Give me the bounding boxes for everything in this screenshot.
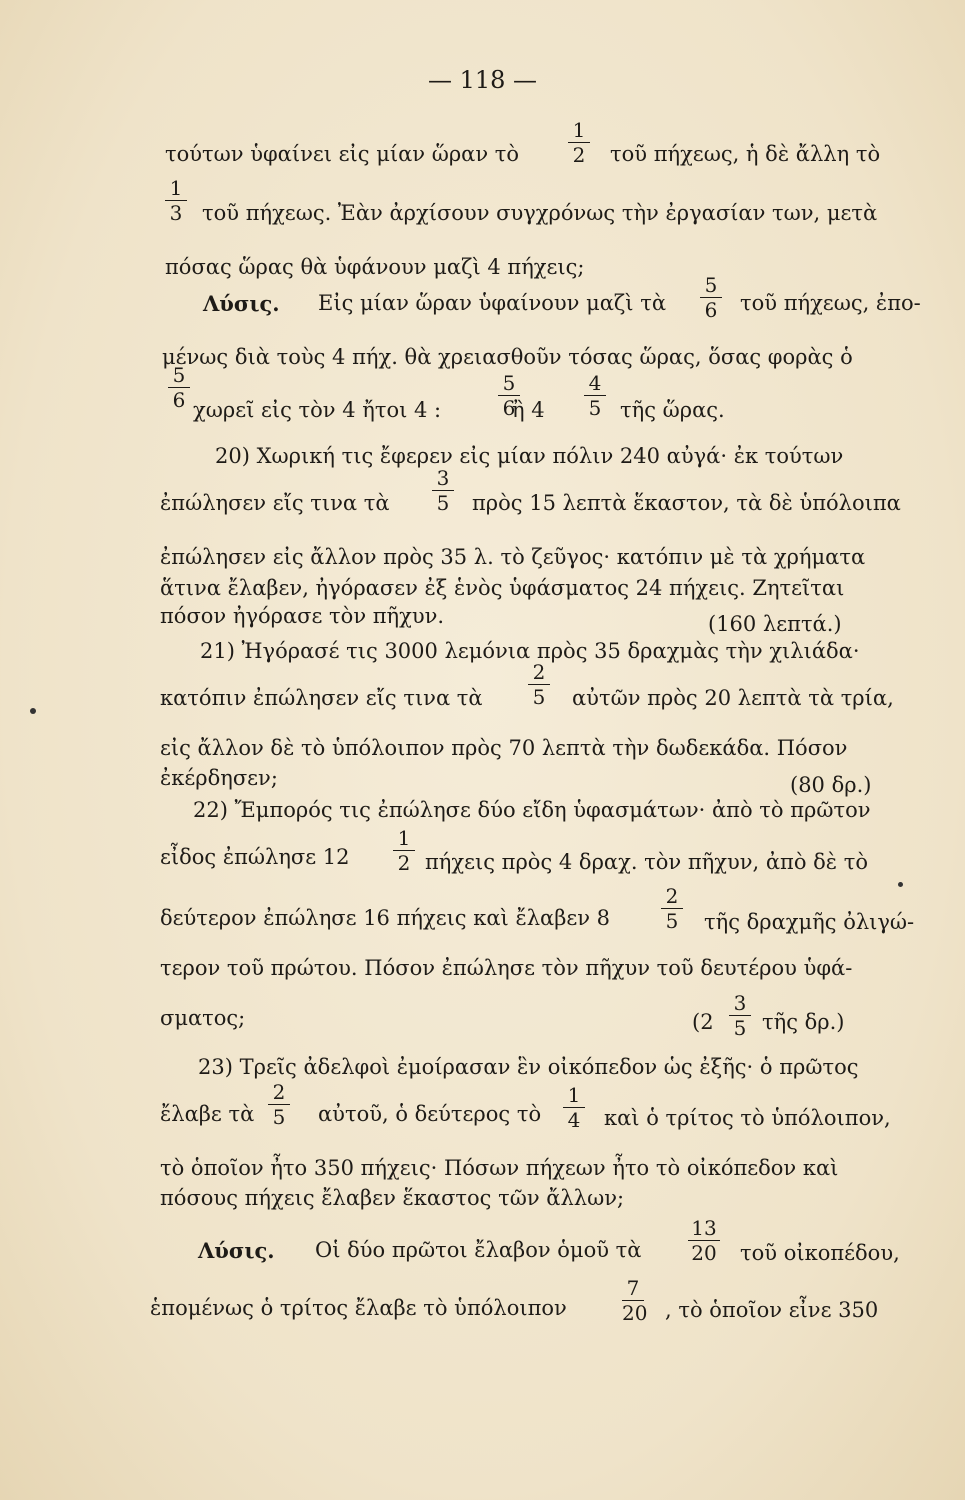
text-line: κατόπιν ἐπώλησεν εἴς τινα τὰ bbox=[160, 686, 483, 710]
text-line: (80 δρ.) bbox=[790, 773, 872, 797]
fraction-numerator: 5 bbox=[172, 363, 186, 387]
text-line: εἰς ἄλλον δὲ τὸ ὑπόλοιπον πρὸς 70 λεπτὰ τὴν δωδεκάδα. Πόσον bbox=[160, 736, 848, 760]
text-line: τερον τοῦ πρώτου. Πόσον ἐπώλησε τὸν πῆχυν τοῦ δευτέρου ὑφά- bbox=[160, 956, 853, 980]
fraction-denominator: 5 bbox=[272, 1105, 286, 1129]
text-line: πόσας ὥρας θὰ ὑφάνουν μαζὶ 4 πήχεις; bbox=[165, 255, 585, 279]
fraction bbox=[688, 1218, 720, 1263]
fraction bbox=[528, 662, 550, 707]
text-line: (2 bbox=[692, 1010, 714, 1034]
fraction bbox=[393, 828, 415, 873]
fraction bbox=[268, 1082, 290, 1127]
fraction-numerator: 5 bbox=[502, 371, 516, 395]
text-line: δεύτερον ἐπώλησε 16 πήχεις καὶ ἔλαβεν 8 bbox=[160, 906, 611, 930]
fraction-denominator: 2 bbox=[397, 851, 411, 875]
text-line: ἅτινα ἔλαβεν, ἠγόρασεν ἐξ ἑνὸς ὑφάσματος 24 πήχεις. Ζητεῖται bbox=[160, 576, 845, 600]
ink-spot bbox=[30, 708, 36, 714]
fraction bbox=[622, 1276, 648, 1325]
fraction-denominator: 6 bbox=[502, 396, 516, 420]
fraction-numerator: 4 bbox=[588, 371, 602, 395]
fraction bbox=[498, 373, 520, 418]
fraction bbox=[432, 468, 454, 513]
fraction-numerator: 5 bbox=[704, 273, 718, 297]
fraction-numerator: 1 bbox=[397, 826, 411, 850]
text-line: πόσους πήχεις ἔλαβεν ἕκαστος τῶν ἄλλων; bbox=[160, 1186, 625, 1210]
page-number: — 118 — bbox=[427, 66, 538, 94]
text-line: τῆς δρ.) bbox=[762, 1010, 845, 1034]
fraction bbox=[165, 178, 187, 223]
text-line: αὐτοῦ, ὁ δεύτερος τὸ bbox=[318, 1102, 542, 1126]
text-line: τοῦ πήχεως, ἐπο- bbox=[740, 291, 921, 315]
fraction-denominator: 5 bbox=[436, 491, 450, 515]
fraction-numerator: 1 bbox=[572, 118, 586, 142]
text-line: ἢ 4 bbox=[512, 398, 545, 422]
text-line: 23) Τρεῖς ἀδελφοὶ ἐμοίρασαν ἓν οἰκόπεδον ὡς ἐξῆς· ὁ πρῶτος bbox=[198, 1055, 859, 1079]
text-line: ἐκέρδησεν; bbox=[160, 766, 278, 790]
fraction-denominator: 6 bbox=[172, 388, 186, 412]
text-line: τὸ ὁποῖον ἦτο 350 πήχεις· Πόσων πήχεων ἦτο τὸ οἰκόπεδον καὶ bbox=[160, 1156, 839, 1180]
text-line: σματος; bbox=[160, 1006, 246, 1030]
text-line: πρὸς 15 λεπτὰ ἕκαστον, τὰ δὲ ὑπόλοιπα bbox=[472, 491, 901, 515]
fraction-denominator: 20 bbox=[691, 1241, 717, 1265]
text-line: ἔλαβε τὰ bbox=[160, 1102, 255, 1126]
fraction-numerator: 1 bbox=[169, 176, 183, 200]
text-line: πήχεις πρὸς 4 δραχ. τὸν πῆχυν, ἀπὸ δὲ τὸ bbox=[425, 850, 869, 874]
fraction-numerator: 7 bbox=[626, 1276, 640, 1300]
fraction-numerator: 2 bbox=[665, 884, 679, 908]
text-line: ἐπώλησεν εἰς ἄλλον πρὸς 35 λ. τὸ ζεῦγος· κατόπιν μὲ τὰ χρήματα bbox=[160, 545, 866, 569]
fraction-denominator: 5 bbox=[532, 685, 546, 709]
text-line: εἶδος ἐπώλησε 12 bbox=[160, 845, 350, 869]
ink-spot bbox=[898, 882, 903, 887]
text-line: τῆς δραχμῆς ὀλιγώ- bbox=[704, 910, 915, 934]
text-line: Οἱ δύο πρῶτοι ἔλαβον ὁμοῦ τὰ bbox=[315, 1238, 642, 1262]
fraction-numerator: 1 bbox=[567, 1083, 581, 1107]
text-line: μένως διὰ τοὺς 4 πήχ. θὰ χρειασθοῦν τόσας ὥρας, ὅσας φορὰς ὁ bbox=[162, 345, 853, 369]
text-line: (160 λεπτά.) bbox=[708, 612, 842, 636]
text-line: πόσον ἠγόρασε τὸν πῆχυν. bbox=[160, 604, 445, 628]
fraction-denominator: 20 bbox=[622, 1301, 648, 1325]
text-line: 20) Χωρική τις ἔφερεν εἰς μίαν πόλιν 240 αὐγά· ἐκ τούτων bbox=[215, 444, 844, 468]
fraction-denominator: 6 bbox=[704, 298, 718, 322]
text-line: τῆς ὥρας. bbox=[620, 398, 725, 422]
text-line: ἐπώλησεν εἴς τινα τὰ bbox=[160, 491, 390, 515]
text-line: 22) Ἔμπορός τις ἐπώλησε δύο εἴδη ὑφασμάτων· ἀπὸ τὸ πρῶτον bbox=[193, 798, 871, 822]
solution-heading: Λύσις. bbox=[198, 1238, 275, 1263]
text-line: τοῦ πήχεως, ἡ δὲ ἄλλη τὸ bbox=[610, 142, 881, 166]
fraction-denominator: 4 bbox=[567, 1108, 581, 1132]
text-line: καὶ ὁ τρίτος τὸ ὑπόλοιπον, bbox=[604, 1106, 891, 1130]
fraction-numerator: 2 bbox=[272, 1080, 286, 1104]
text-line: χωρεῖ εἰς τὸν 4 ἤτοι 4 : bbox=[193, 398, 442, 422]
text-line: , τὸ ὁποῖον εἶνε 350 bbox=[665, 1298, 879, 1322]
text-line: τούτων ὑφαίνει εἰς μίαν ὥραν τὸ bbox=[165, 142, 520, 166]
text-line: τοῦ πήχεως. Ἐὰν ἀρχίσουν συγχρόνως τὴν ἐργασίαν των, μετὰ bbox=[202, 201, 878, 225]
text-line: αὐτῶν πρὸς 20 λεπτὰ τὰ τρία, bbox=[572, 686, 894, 710]
fraction-denominator: 5 bbox=[588, 396, 602, 420]
fraction bbox=[563, 1085, 585, 1130]
fraction-denominator: 5 bbox=[665, 909, 679, 933]
fraction-numerator: 13 bbox=[691, 1216, 717, 1240]
fraction-numerator: 2 bbox=[532, 660, 546, 684]
fraction-denominator: 3 bbox=[169, 201, 183, 225]
text-line: ἑπομένως ὁ τρίτος ἔλαβε τὸ ὑπόλοιπον bbox=[150, 1296, 567, 1320]
fraction bbox=[568, 120, 590, 165]
text-line: τοῦ οἰκοπέδου, bbox=[740, 1241, 900, 1265]
fraction bbox=[700, 275, 722, 320]
fraction-denominator: 5 bbox=[733, 1016, 747, 1040]
fraction-numerator: 3 bbox=[733, 991, 747, 1015]
fraction bbox=[168, 365, 190, 410]
fraction bbox=[729, 993, 751, 1038]
solution-heading: Λύσις. bbox=[203, 291, 280, 316]
fraction-denominator: 2 bbox=[572, 143, 586, 167]
fraction bbox=[584, 373, 606, 418]
fraction bbox=[661, 886, 683, 931]
text-line: Εἰς μίαν ὥραν ὑφαίνουν μαζὶ τὰ bbox=[318, 291, 667, 315]
fraction-numerator: 3 bbox=[436, 466, 450, 490]
text-line: 21) Ἠγόρασέ τις 3000 λεμόνια πρὸς 35 δραχμὰς τὴν χιλιάδα· bbox=[200, 639, 860, 663]
